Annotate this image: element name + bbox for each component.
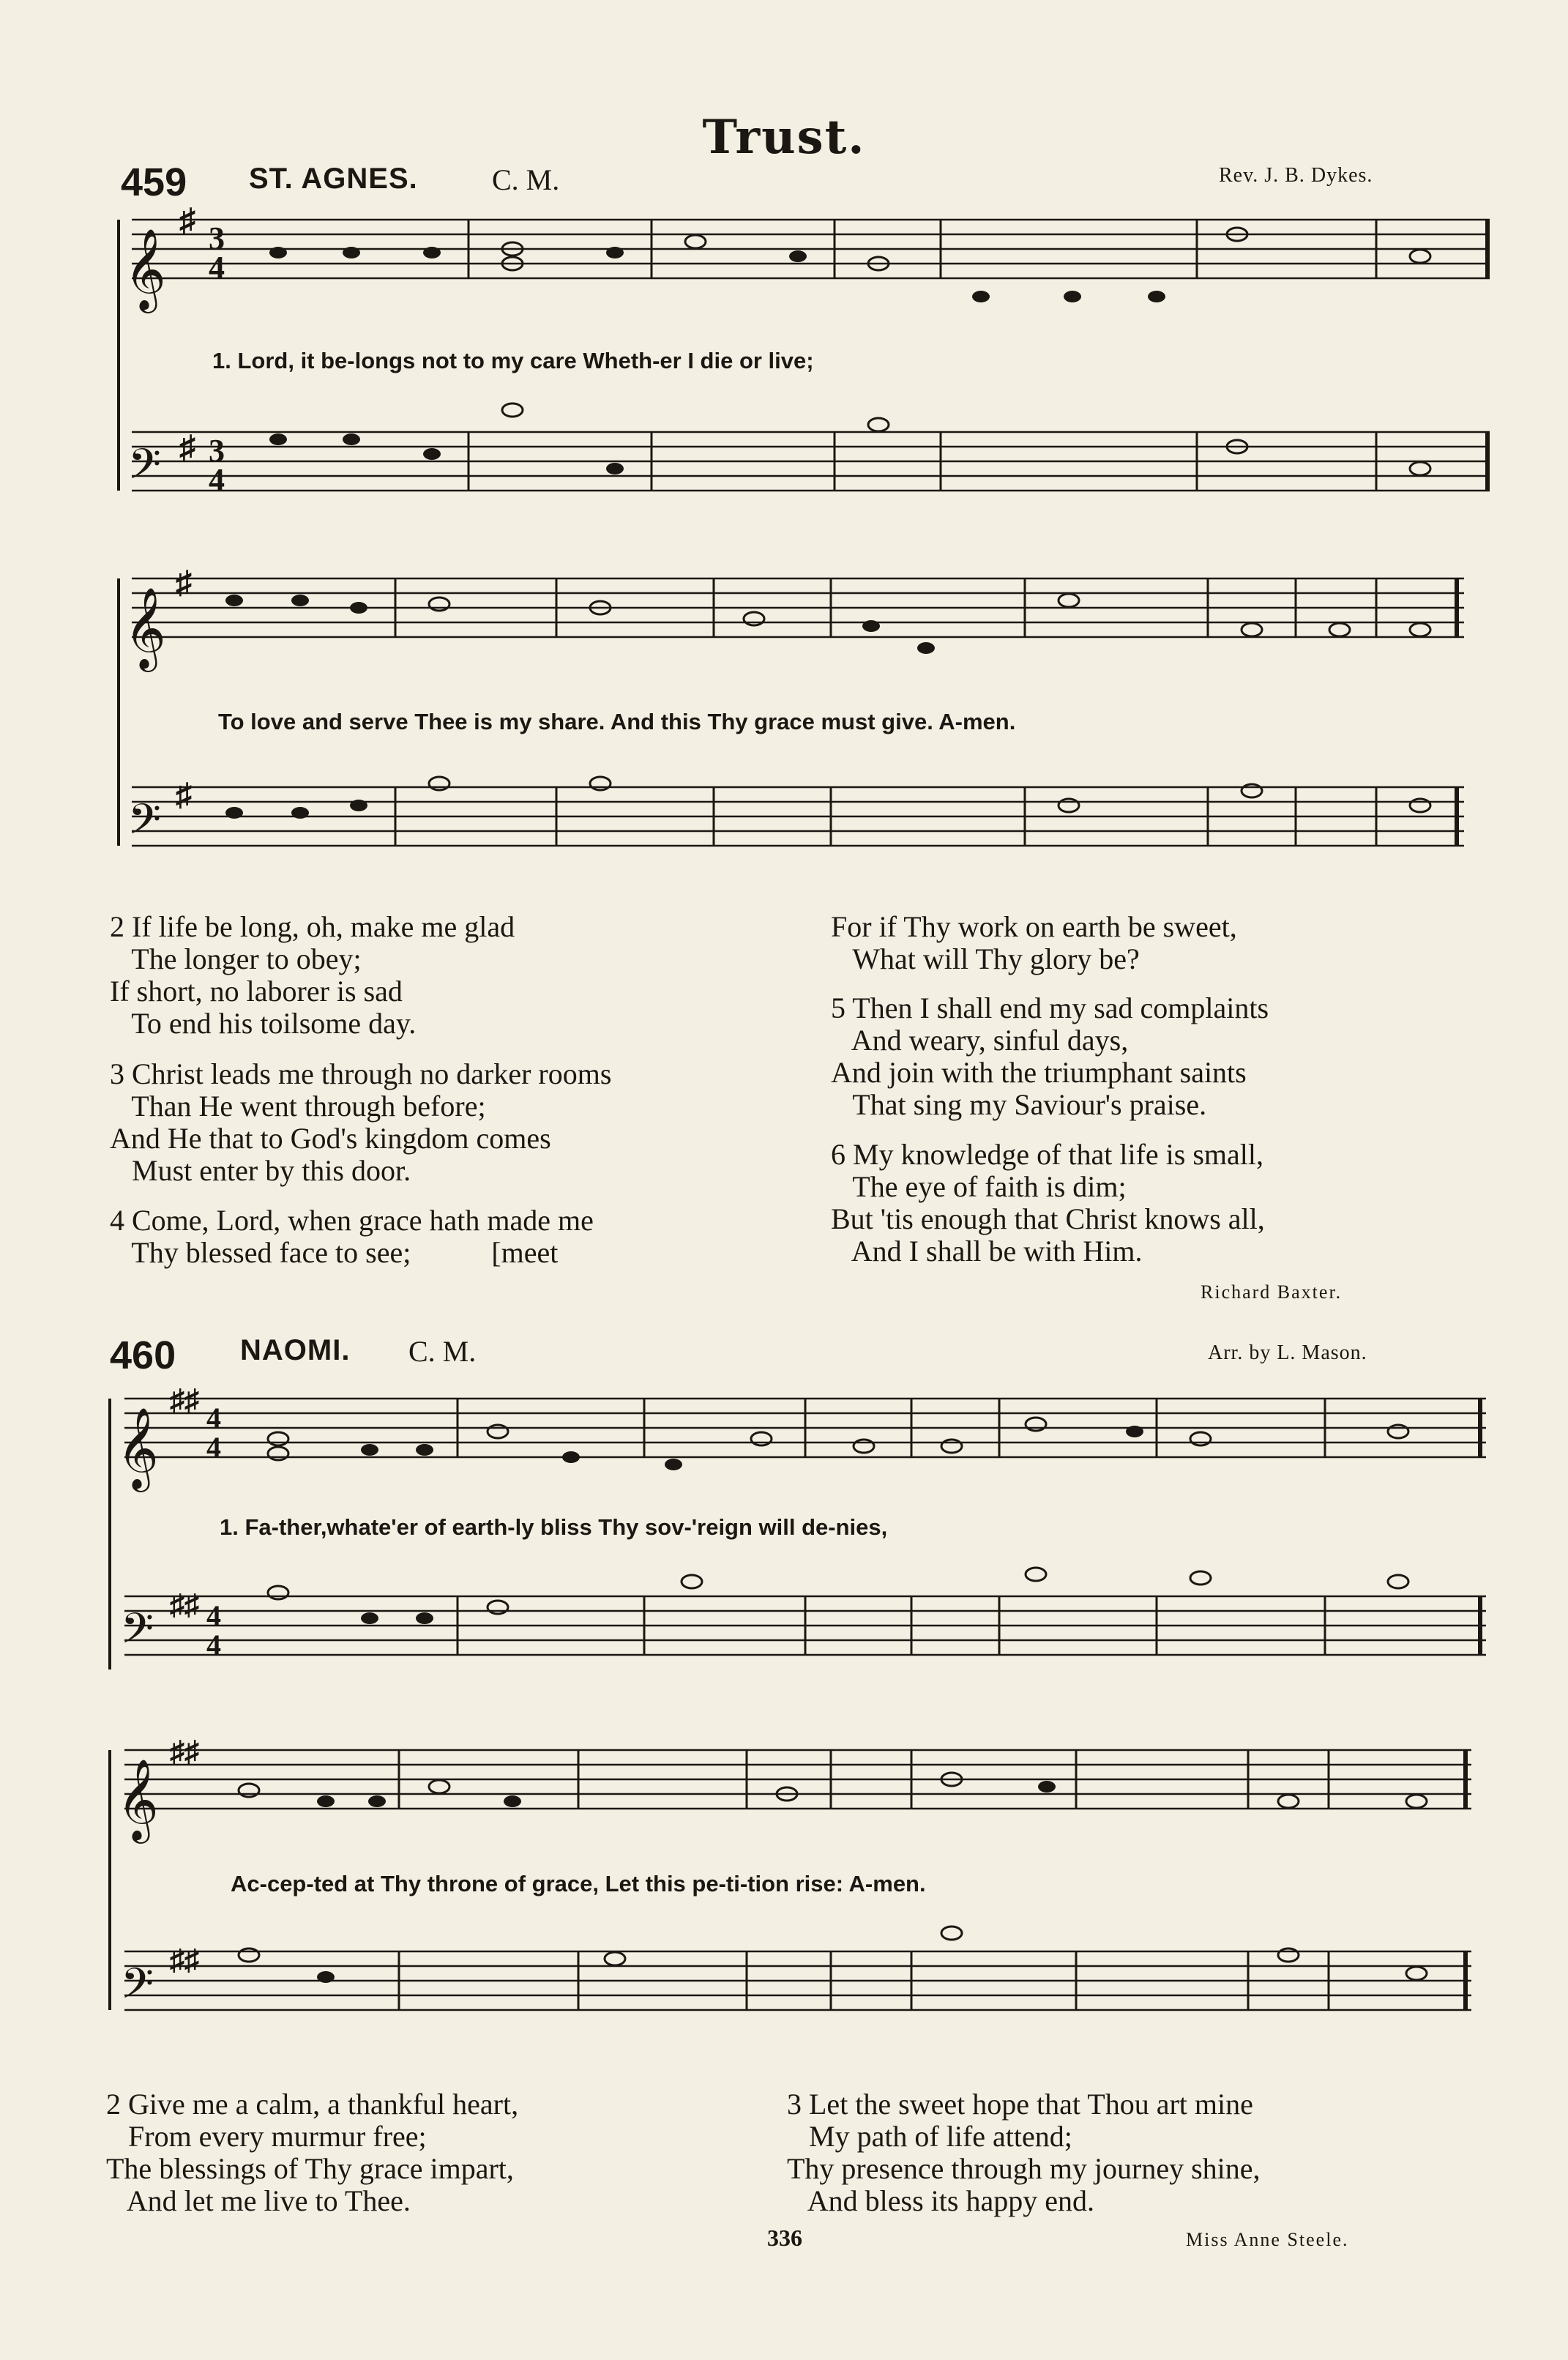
- meter: C. M.: [408, 1335, 477, 1368]
- stanza: For if Thy work on earth be sweet, What will Thy glory be?: [831, 910, 1237, 975]
- time-sig-top: 3: [209, 433, 225, 469]
- tune-name: ST. AGNES.: [249, 163, 418, 195]
- meter: C. M.: [492, 163, 560, 196]
- bass-clef-icon: 𝄢: [121, 1959, 154, 2019]
- composer: Arr. by L. Mason.: [1208, 1341, 1367, 1364]
- stanza: 3 Christ leads me through no darker rooms Than He went through before; And He that to God's kingdom comes Must enter by this door.: [110, 1057, 612, 1187]
- lyric-line: 1. Lord, it be-longs not to my care Wheth-er I die or live;: [212, 348, 814, 373]
- author: Miss Anne Steele.: [1186, 2229, 1349, 2250]
- time-sig-top: 3: [209, 220, 225, 256]
- stanza: 4 Come, Lord, when grace hath made me Thy blessed face to see; [meet: [110, 1204, 594, 1269]
- page-number: 336: [767, 2225, 802, 2251]
- stanza: 5 Then I shall end my sad complaints And weary, sinful days, And join with the triumphant saints That sing my Saviour's praise.: [831, 991, 1269, 1121]
- stanza: 2 If life be long, oh, make me glad The longer to obey; If short, no laborer is sad To end his toilsome day.: [110, 910, 515, 1040]
- time-sig-bottom: 4: [206, 1431, 221, 1464]
- staff: [132, 787, 1464, 846]
- time-sig-bottom: 4: [206, 1628, 221, 1661]
- tune-name: NAOMI.: [240, 1334, 351, 1366]
- lyric-line: To love and serve Thee is my share. And this Thy grace must give. A-men.: [218, 709, 1016, 734]
- sharp-icon: ♯♯: [170, 1383, 199, 1416]
- lyric-line: 1. Fa-ther,whate'er of earth-ly bliss Thy sov-'reign will de-nies,: [220, 1514, 888, 1540]
- stanza: 2 Give me a calm, a thankful heart, From every murmur free; The blessings of Thy grace impart, And let me live to Thee.: [106, 2088, 519, 2217]
- sharp-icon: ♯: [179, 429, 195, 465]
- treble-clef-icon: 𝄞: [117, 1407, 159, 1489]
- staff: [132, 220, 1490, 278]
- composer: Rev. J. B. Dykes.: [1219, 164, 1373, 187]
- lyric-line: Ac-cep-ted at Thy throne of grace, Let this pe-ti-tion rise: A-men.: [231, 1871, 926, 1896]
- treble-clef-icon: 𝄞: [117, 1758, 159, 1840]
- stanza: 6 My knowledge of that life is small, The eye of faith is dim; But 'tis enough that Christ knows all, And I shall be with Him.: [831, 1138, 1265, 1268]
- time-sig-bottom: 4: [209, 250, 225, 286]
- author: Richard Baxter.: [1201, 1281, 1343, 1303]
- staff: [132, 578, 1464, 637]
- treble-clef-icon: 𝄞: [124, 587, 166, 669]
- section-title: Trust.: [702, 110, 866, 165]
- treble-clef-icon: 𝄞: [124, 228, 166, 310]
- hymn-number: 459: [121, 160, 187, 204]
- time-sig-top: 4: [206, 1402, 221, 1434]
- time-sig-bottom: 4: [209, 462, 225, 498]
- sharp-icon: ♯♯: [170, 1943, 199, 1976]
- sharp-icon: ♯: [179, 202, 195, 238]
- sharp-icon: ♯: [176, 777, 192, 813]
- bass-clef-icon: 𝄢: [121, 1604, 154, 1664]
- time-sig-top: 4: [206, 1599, 221, 1632]
- stanza: 3 Let the sweet hope that Thou art mine My path of life attend; Thy presence through my journey shine, And bless its happy end.: [787, 2088, 1261, 2217]
- staff: [132, 432, 1490, 491]
- hymn-number: 460: [110, 1333, 176, 1377]
- sharp-icon: ♯♯: [170, 1588, 199, 1621]
- sharp-icon: ♯♯: [170, 1735, 199, 1768]
- bass-clef-icon: 𝄢: [128, 439, 162, 499]
- bass-clef-icon: 𝄢: [128, 794, 162, 855]
- sharp-icon: ♯: [176, 565, 192, 600]
